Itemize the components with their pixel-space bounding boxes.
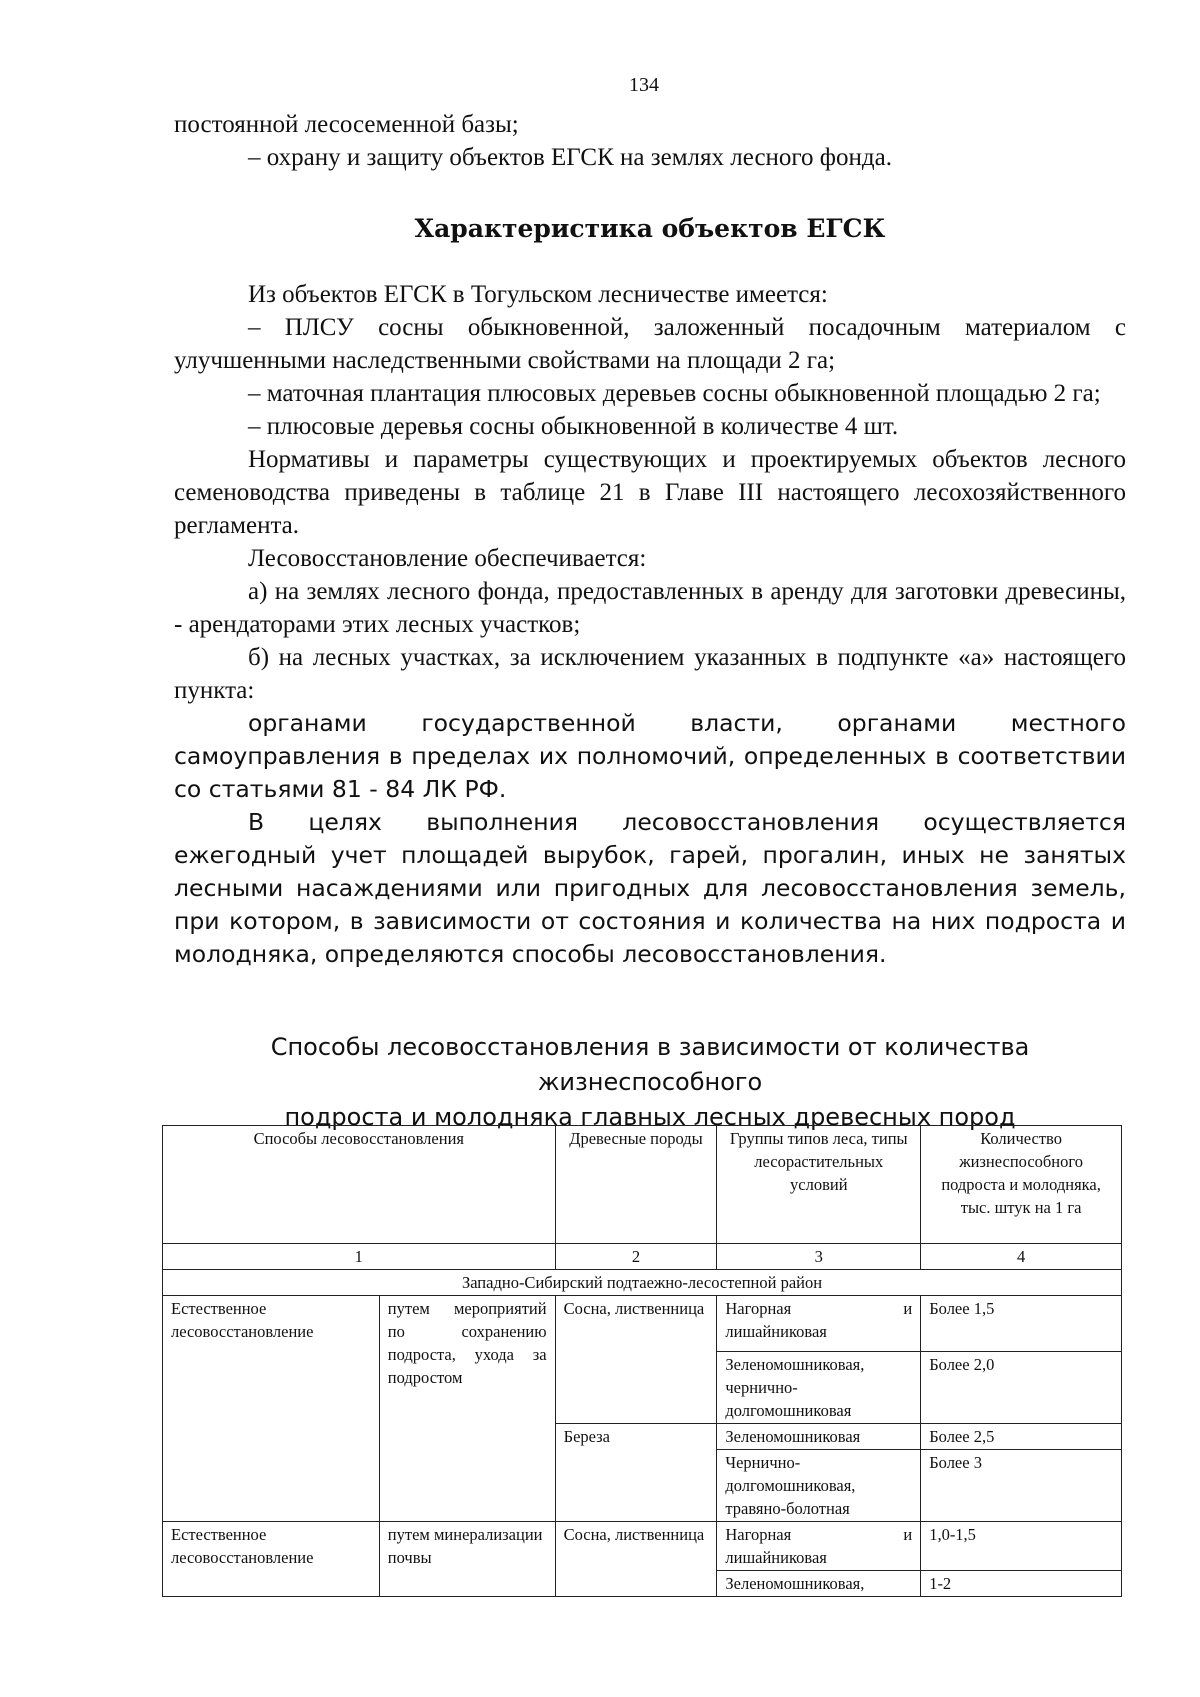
method-detail-cell: путем мероприятий по сохранению подроста, ухода за подростом [379, 1296, 555, 1522]
paragraph-1: Из объектов ЕГСК в Тогульском лесничестве имеется: [248, 281, 828, 308]
forest-type-part: и [903, 1299, 913, 1318]
forest-type-cell: Зеленомошниковая, [717, 1571, 921, 1597]
col-number-2: 2 [555, 1244, 717, 1270]
section-heading: Характеристика объектов ЕГСК [414, 214, 886, 243]
intro-line-2: – охрану и защиту объектов ЕГСК на землях лесного фонда. [248, 144, 892, 171]
col-number-1: 1 [163, 1244, 556, 1270]
forest-type-part: Нагорная [725, 1299, 792, 1318]
table-row [163, 1522, 1122, 1571]
header-species: Древесные породы [555, 1126, 717, 1244]
paragraph-6: Лесовосстановление обеспечивается: [248, 545, 647, 572]
table-header-row [163, 1126, 1122, 1244]
region-row [163, 1270, 1122, 1296]
page-number: 134 [629, 74, 659, 96]
intro-line-1: постоянной лесосеменной базы; [174, 111, 519, 138]
paragraph-7: а) на землях лесного фонда, предоставленных в аренду для заготовки древесины, - арендаторами этих лесных участков; [174, 578, 1126, 638]
col-number-4: 4 [921, 1244, 1122, 1270]
forest-type-cell: Зеленомошниковая [717, 1424, 921, 1450]
forest-type-part: лишайниковая [725, 1548, 827, 1567]
quantity-cell: Более 2,0 [921, 1352, 1122, 1424]
method-cell: Естественное лесовосстановление [163, 1296, 380, 1522]
species-cell: Сосна, лиственница [555, 1522, 717, 1597]
body-text [174, 278, 1126, 971]
method-cell: Естественное лесовосстановление [163, 1522, 380, 1597]
quantity-cell: Более 3 [921, 1450, 1122, 1522]
table-title [174, 1030, 1126, 1135]
paragraph-9: органами государственной власти, органами местного самоуправления в пределах их полномочий, определенных в соответствии со статьями 81 - 84 ЛК РФ. [174, 709, 1126, 803]
quantity-cell: Более 2,5 [921, 1424, 1122, 1450]
col-number-3: 3 [717, 1244, 921, 1270]
paragraph-8: б) на лесных участках, за исключением указанных в подпункте «а» настоящего пункта: [174, 644, 1126, 704]
paragraph-3: – маточная плантация плюсовых деревьев сосны обыкновенной площадью 2 га; [248, 380, 1101, 407]
paragraph-4: – плюсовые деревья сосны обыкновенной в количестве 4 шт. [248, 413, 899, 440]
species-cell: Сосна, лиственница [555, 1296, 717, 1424]
paragraph-5: Нормативы и параметры существующих и проектируемых объектов лесного семеноводства приведены в таблице 21 в Главе III настоящего лесохозяйственного регламента. [174, 446, 1126, 539]
reforestation-table [162, 1125, 1122, 1597]
table-title-line-1: Способы лесовосстановления в зависимости от количества жизнеспособного [270, 1033, 1030, 1096]
forest-type-cell: Чернично-долгомошниковая, травяно-болотная [717, 1450, 921, 1522]
quantity-cell: 1,0-1,5 [921, 1522, 1122, 1571]
header-methods: Способы лесовосстановления [163, 1126, 556, 1244]
column-number-row [163, 1244, 1122, 1270]
intro-text [174, 108, 1126, 174]
forest-type-cell [717, 1296, 921, 1352]
header-forest-groups: Группы типов леса, типы лесорастительных условий [717, 1126, 921, 1244]
table-title-line-2: подроста и молодняка главных лесных древесных пород [284, 1103, 1016, 1131]
forest-type-cell [717, 1522, 921, 1571]
forest-type-cell: Зеленомошниковая, чернично-долгомошниковая [717, 1352, 921, 1424]
quantity-cell: Более 1,5 [921, 1296, 1122, 1352]
table-row [163, 1296, 1122, 1352]
region-cell: Западно-Сибирский подтаежно-лесостепной район [163, 1270, 1122, 1296]
species-cell: Береза [555, 1424, 717, 1522]
paragraph-10: В целях выполнения лесовосстановления осуществляется ежегодный учет площадей вырубок, гарей, прогалин, иных не занятых лесными насаждениями или пригодных для лесовосстановления земель, при котором, в зависимости от состояния и количества на них подроста и молодняка, определяются способы лесовосстановления. [174, 808, 1126, 968]
quantity-cell: 1-2 [921, 1571, 1122, 1597]
paragraph-2: – ПЛСУ сосны обыкновенной, заложенный посадочным материалом с улучшенными наследственными свойствами на площади 2 га; [174, 314, 1126, 374]
header-quantity: Количество жизнеспособного подроста и молодняка, тыс. штук на 1 га [921, 1126, 1122, 1244]
method-detail-cell: путем минерализации почвы [379, 1522, 555, 1597]
forest-type-part: Нагорная [725, 1525, 792, 1544]
forest-type-part: лишайниковая [725, 1322, 827, 1341]
forest-type-part: и [903, 1525, 913, 1544]
